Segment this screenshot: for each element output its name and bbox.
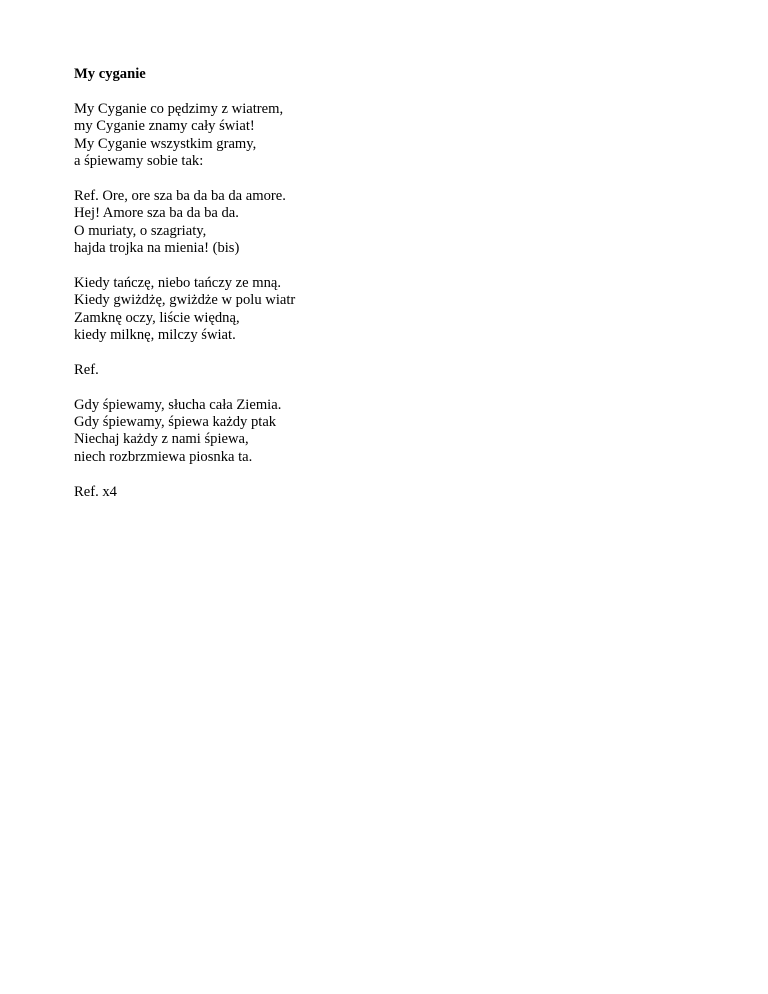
stanza-line: hajda trojka na mienia! (bis) [74, 240, 240, 257]
refrain-repeat-marker [74, 484, 694, 501]
stanza-3 [74, 397, 694, 467]
stanza-line: My Cyganie co pędzimy z wiatrem, [74, 100, 284, 117]
stanza-line: kiedy milknę, milczy świat. [74, 327, 236, 344]
stanza-line: O muriaty, o szagriaty, [74, 222, 207, 239]
stanza-line: Niechaj każdy z nami śpiewa, [74, 431, 249, 448]
stanza-line: Zamknę oczy, liście więdną, [74, 309, 240, 326]
stanza-line: Ref. x4 [74, 483, 117, 500]
stanza-line: Gdy śpiewamy, śpiewa każdy ptak [74, 414, 277, 431]
song-text [74, 66, 694, 518]
stanza-line: my Cyganie znamy cały świat! [74, 118, 255, 135]
stanza-line: Kiedy gwiżdżę, gwiżdże w polu wiatr [74, 292, 296, 309]
refrain [74, 188, 694, 258]
stanza-line: niech rozbrzmiewa piosnka ta. [74, 448, 253, 465]
stanza-line: Gdy śpiewamy, słucha cała Ziemia. [74, 396, 282, 413]
stanza-line: Hej! Amore sza ba da ba da. [74, 205, 239, 222]
stanza-line: Ref. Ore, ore sza ba da ba da amore. [74, 187, 286, 204]
stanza-line: Kiedy tańczę, niebo tańczy ze mną. [74, 274, 282, 291]
stanza-line: My Cyganie wszystkim gramy, [74, 135, 257, 152]
refrain-marker [74, 362, 694, 379]
stanza-1 [74, 101, 694, 171]
stanza-line: a śpiewamy sobie tak: [74, 153, 204, 170]
stanza-line: Ref. [74, 361, 99, 378]
song-title: My cyganie [74, 66, 146, 82]
stanza-2 [74, 275, 694, 345]
